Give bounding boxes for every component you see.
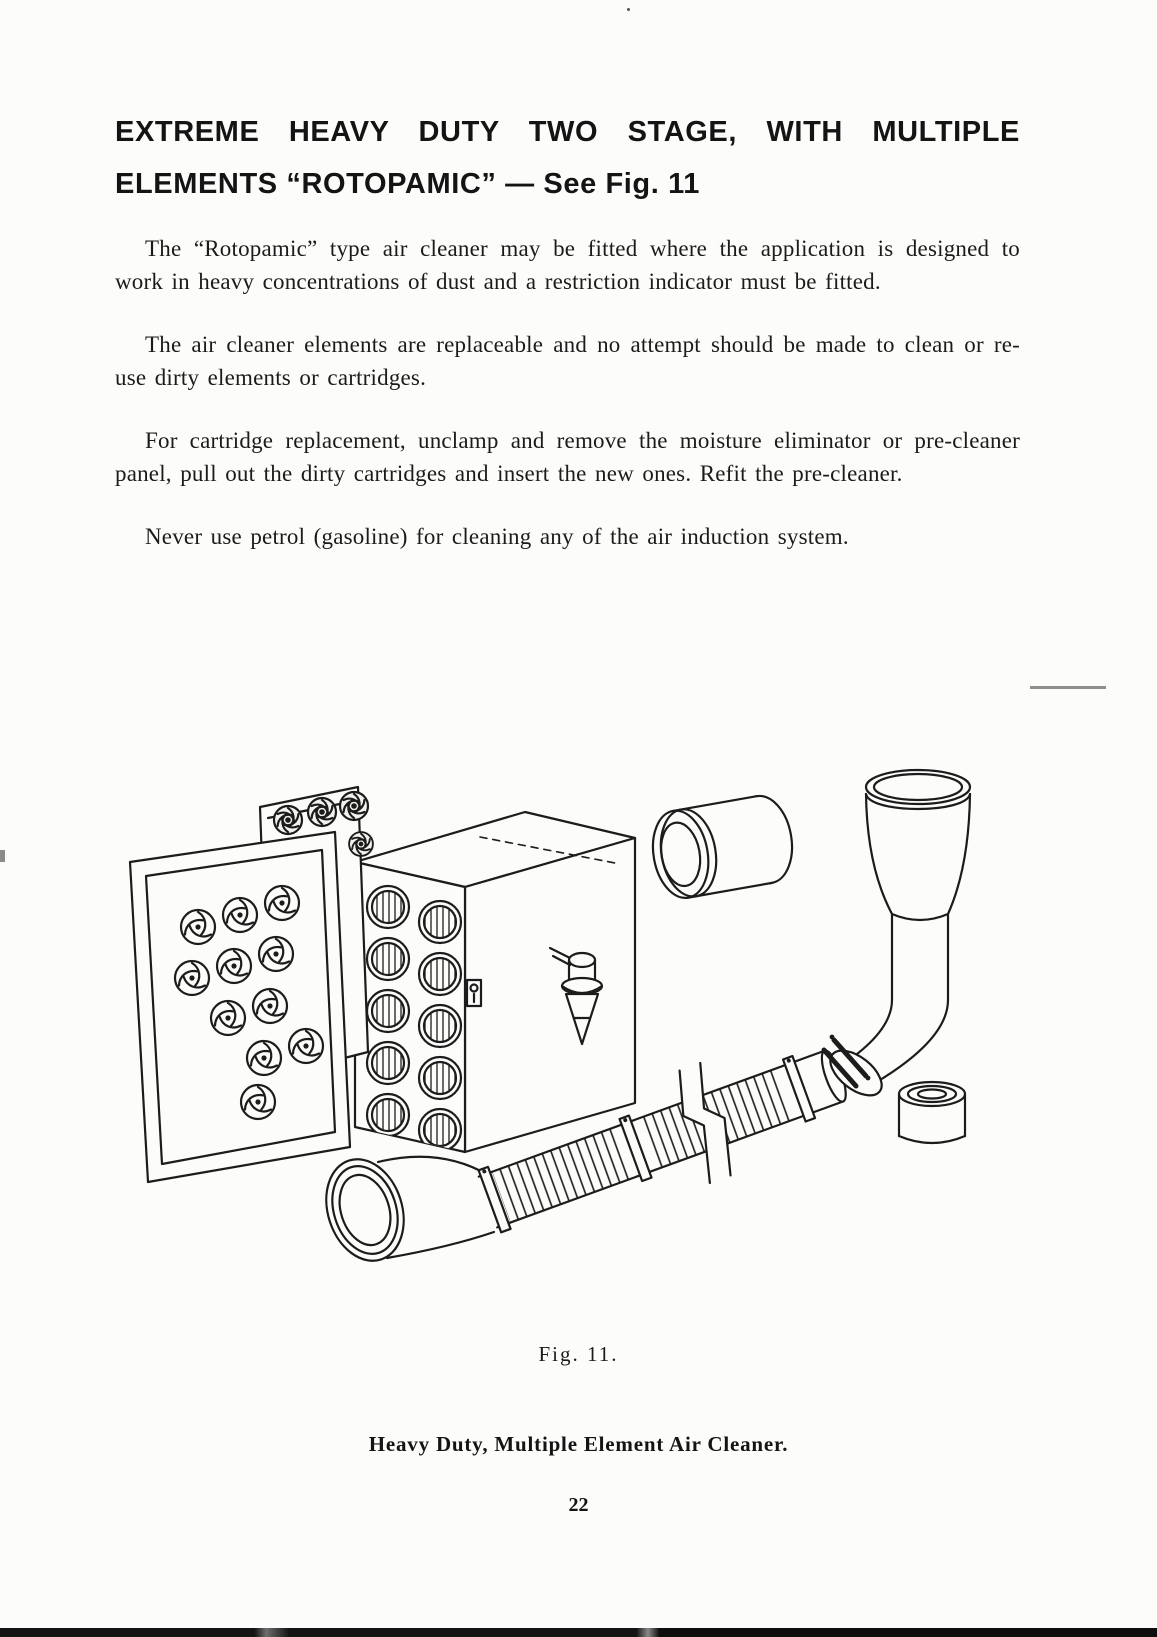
paragraph-rotopamic-intro: The “Rotopamic” type air cleaner may be fitted where the application is designed to work in heavy concentrations of dust and a restriction indicator must be fitted. <box>115 236 1020 294</box>
pre-cleaner-panel <box>130 832 350 1182</box>
figure-caption: Fig. 11. <box>538 1342 619 1366</box>
figure-title: Heavy Duty, Multiple Element Air Cleaner. <box>368 1432 789 1456</box>
paragraph-petrol-warning: Never use petrol (gasoline) for cleaning any of the air induction system. <box>145 524 849 549</box>
scan-artifact-left-mark <box>0 850 5 862</box>
hose-sleeve <box>646 792 798 903</box>
section-heading <box>115 106 1020 210</box>
scan-artifact-bottom-edge <box>0 1628 1157 1637</box>
scan-artifact-right-line <box>1030 686 1106 689</box>
scan-artifact-top-dot <box>627 8 630 11</box>
figure-11 <box>110 732 1050 1312</box>
page-number: 22 <box>568 1494 589 1516</box>
section-heading-line1: EXTREME HEAVY DUTY TWO STAGE, WITH MULTIPLE <box>115 116 1020 148</box>
small-canister <box>899 1082 965 1143</box>
air-cleaner-illustration <box>110 732 1050 1312</box>
intake-stack <box>823 770 970 1104</box>
latch <box>467 980 481 1006</box>
paragraph-cartridge-replacement: For cartridge replacement, unclamp and remove the moisture eliminator or pre-cleaner panel, pull out the dirty cartridges and insert the new ones. Refit the pre-cleaner. <box>115 428 1020 486</box>
section-heading-line2: ELEMENTS “ROTOPAMIC” — See Fig. 11 <box>115 168 700 200</box>
page-text <box>115 106 1020 583</box>
paragraph-replaceable-elements: The air cleaner elements are replaceable and no attempt should be made to clean or re-use dirty elements or cartridges. <box>115 332 1020 390</box>
